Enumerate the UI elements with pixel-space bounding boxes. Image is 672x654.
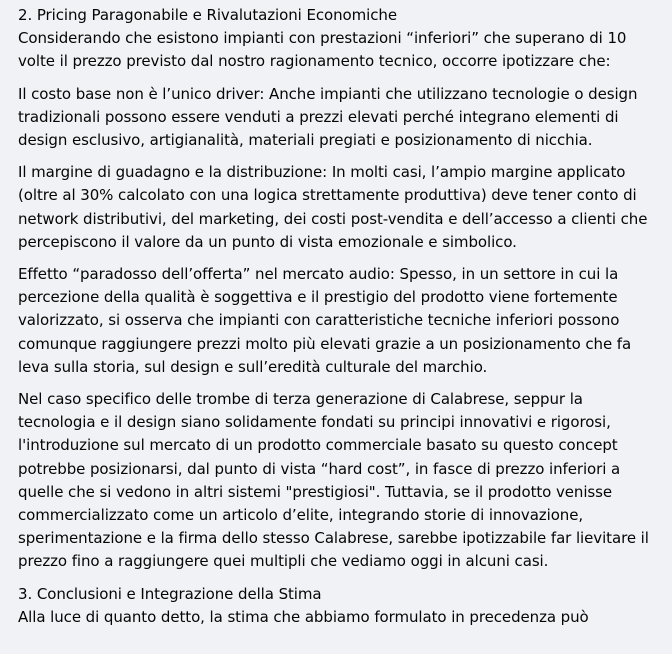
paragraph-margin-distribution: Il margine di guadagno e la distribuzione: In molti casi, l’ampio margine applicato (oltre al 30% calcolato con una logica strettamente produttiva) deve tener conto di network distributivi, del marketing, dei costi post-vendita e dell’accesso a clienti che percepiscono il valore da un punto di vista emozionale e simbolico. — [18, 163, 648, 251]
section-2-intro: Considerando che esistono impianti con prestazioni “inferiori” che superano di 10 volte il prezzo previsto dal nostro ragionamento tecnico, occorre ipotizzare che: — [18, 29, 627, 71]
section-3-intro: Alla luce di quanto detto, la stima che abbiamo formulato in precedenza può — [18, 607, 589, 626]
paragraph-calabrese-case: Nel caso specifico delle trombe di terza generazione di Calabrese, seppur la tecnologia e il design siano solidamente fondati su principi innovativi e rigorosi, l'introduzione sul mercato di un prodotto commerciale basato su questo concept potrebbe posizionarsi, dal punto di vista “hard cost”, in fasce di prezzo inferiori a quelle che si vedono in altri sistemi "prestigiosi". Tuttavia, se il prodotto venisse commercializzato come un articolo d’elite, integrando storie di innovazione, sperimentazione e la firma dello stesso Calabrese, sarebbe ipotizzabile far lievitare il prezzo fino a raggiungere quei multipli che vediamo oggi in alcuni casi. — [18, 390, 649, 571]
section-2-heading: 2. Pricing Paragonabile e Rivalutazioni Economiche — [18, 6, 397, 24]
paragraph-cost-driver: Il costo base non è l’unico driver: Anche impianti che utilizzano tecnologie o design tradizionali possono essere venduti a prezzi elevati perché integrano elementi di design esclusivo, artigianalità, materiali pregiati e posizionamento di nicchia. — [18, 84, 638, 150]
section-3-heading: 3. Conclusioni e Integrazione della Stima — [18, 584, 322, 603]
paragraph-offer-paradox: Effetto “paradosso dell’offerta” nel mercato audio: Spesso, in un settore in cui la percezione della qualità è soggettiva e il prestigio del prodotto viene fortemente valorizzato, si osserva che impianti con caratteristiche tecniche inferiori possono comunque raggiungere prezzi molto più elevati grazie a un posizionamento che fa leva sulla storia, sul design e sull’eredità culturale del marchio. — [18, 265, 632, 376]
